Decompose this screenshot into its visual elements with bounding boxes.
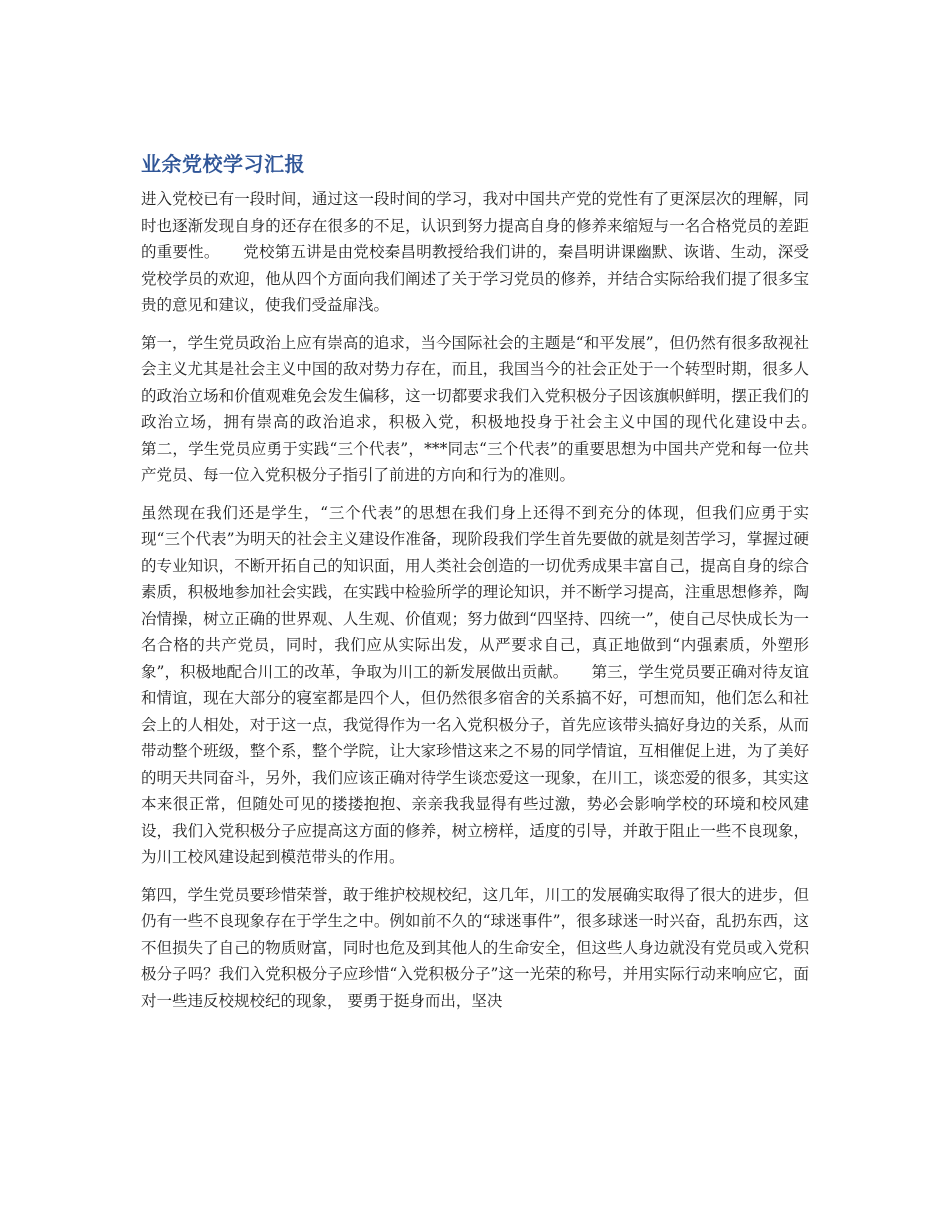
document-body xyxy=(141,150,841,1025)
paragraph-intro: 进入党校已有一段时间，通过这一段时间的学习，我对中国共产党的党性有了更深层次的理解，同时也逐渐发现自身的还存在很多的不足，认识到努力提高自身的修养来缩短与一名合格党员的差距的重要性。 党校第五讲是由党校秦昌明教授给我们讲的，秦昌明讲课幽默、诙谐、生动，深受党校学员的欢迎，他从四个方面向我们阐述了关于学习党员的修养，并结合实际给我们提了很多宝贵的意见和建议，使我们受益扉浅。 xyxy=(141,190,809,314)
document-title: 业余党校学习汇报 xyxy=(141,152,305,176)
paragraph-third-point: 虽然现在我们还是学生，“三个代表”的思想在我们身上还得不到充分的体现，但我们应勇于实现“三个代表”为明天的社会主义建设作准备，现阶段我们学生首先要做的就是刻苦学习，掌握过硬的专业知识，不断开拓自己的知识面，用人类社会创造的一切优秀成果丰富自己，提高自身的综合素质，积极地参加社会实践，在实践中检验所学的理论知识，并不断学习提高，注重思想修养，陶冶情操，树立正确的世界观、人生观、价值观；努力做到“四坚持、四统一”，使自己尽快成长为一名合格的共产党员，同时，我们应从实际出发，从严要求自己，真正地做到“内强素质，外塑形象”，积极地配合川工的改革，争取为川工的新发展做出贡献。 第三，学生党员要正确对待友谊和情谊，现在大部分的寝室都是四个人，但仍然很多宿舍的关系搞不好，可想而知，他们怎么和社会上的人相处，对于这一点，我觉得作为一名入党积极分子，首先应该带头搞好身边的关系，从而带动整个班级，整个系，整个学院，让大家珍惜这来之不易的同学情谊，互相催促上进，为了美好的明天共同奋斗，另外，我们应该正确对待学生谈恋爱这一现象，在川工，谈恋爱的很多，其实这本来很正常，但随处可见的搂搂抱抱、亲亲我我显得有些过激，势必会影响学校的环境和校风建设，我们入党积极分子应提高这方面的修养，树立榜样，适度的引导，并敢于阻止一些不良现象，为川工校风建设起到模范带头的作用。 xyxy=(141,503,809,866)
paragraph-fourth-point: 第四，学生党员要珍惜荣誉，敢于维护校规校纪，这几年，川工的发展确实取得了很大的进步，但仍有一些不良现象存在于学生之中。例如前不久的“球迷事件”，很多球迷一时兴奋，乱扔东西，这不但损失了自己的物质财富，同时也危及到其他人的生命安全，但这些人身边就没有党员或入党积极分子吗？我们入党积极分子应珍惜“入党积极分子”这一光荣的称号，并用实际行动来响应它，面对一些违反校规校纪的现象， 要勇于挺身而出，坚决 xyxy=(141,885,809,1010)
paragraph-first-second-point: 第一，学生党员政治上应有崇高的追求，当今国际社会的主题是“和平发展”，但仍然有很多敌视社会主义尤其是社会主义中国的敌对势力存在，而且，我国当今的社会正处于一个转型时期，很多人的政治立场和价值观难免会发生偏移，这一切都要求我们入党积极分子因该旗帜鲜明，摆正我们的政治立场，拥有崇高的政治追求，积极入党，积极地投身于社会主义中国的现代化建设中去。 第二，学生党员应勇于实践“三个代表”，***同志“三个代表”的重要思想为中国共产党和每一位共产党员、每一位入党积极分子指引了前进的方向和行为的准则。 xyxy=(141,333,841,484)
